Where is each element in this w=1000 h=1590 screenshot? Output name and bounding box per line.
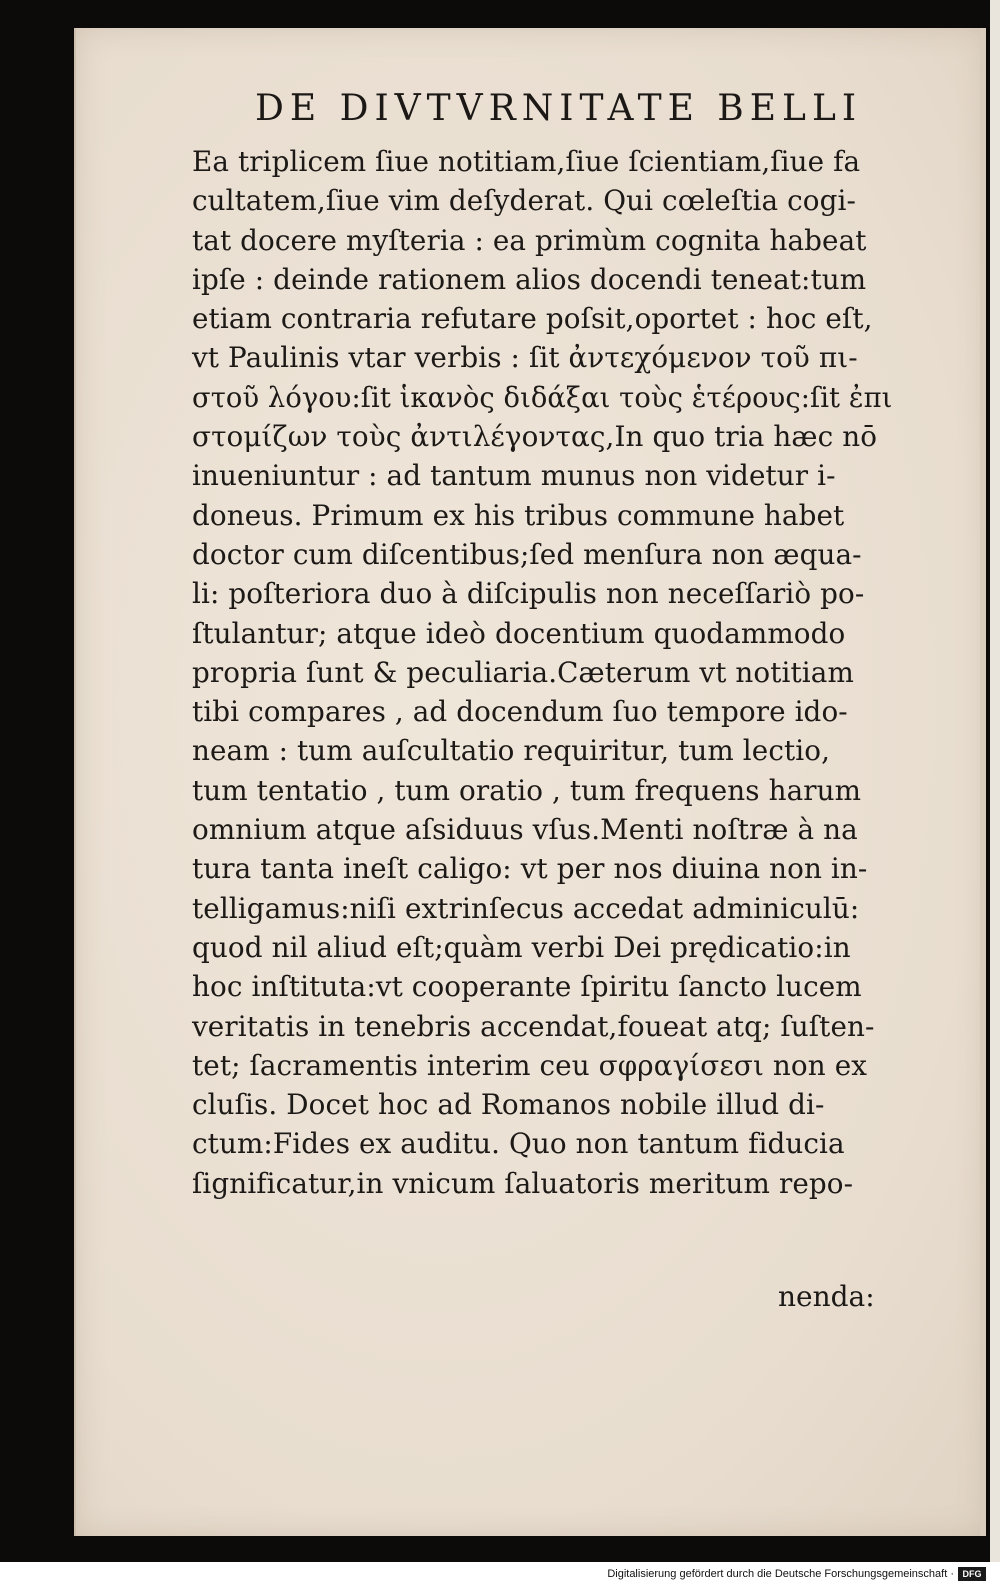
text-line: στοῦ λόγου:ſit ἱκανὸς διδάξαι τοὺς ἑτέρους:ſit ἐπι: [192, 380, 893, 414]
text-line: neam : tum auſcultatio requiritur, tum lectio,: [192, 734, 831, 768]
footer-bar: [0, 1562, 1000, 1590]
catchword: nenda:: [778, 1280, 875, 1313]
text-line: tum tentatio , tum oratio , tum frequens harum: [192, 773, 862, 807]
text-line: doneus. Primum ex his tribus commune habet: [192, 498, 845, 532]
text-line: telligamus:niſi extrinſecus accedat adminiculū:: [192, 891, 860, 925]
scan-right-edge: [990, 0, 1000, 1562]
text-line: cluſis. Docet hoc ad Romanos nobile illud di-: [192, 1088, 825, 1122]
page-fold: [980, 28, 986, 1536]
text-line: tura tanta ineſt caligo: vt per nos diuina non in-: [192, 852, 868, 886]
text-line: tibi compares , ad docendum ſuo tempore ido-: [192, 695, 848, 729]
text-line: στομίζων τοὺς ἀντιλέγοντας,In quo tria hæc nō: [192, 420, 878, 454]
footer-credit: Digitalisierung gefördert durch die Deutsche Forschungsgemeinschaft ·: [607, 1568, 954, 1580]
text-line: omnium atque aſsiduus vſus.Menti noſtræ à na: [192, 813, 858, 847]
text-line: hoc inſtituta:vt cooperante ſpiritu ſancto lucem: [192, 970, 862, 1004]
text-line: doctor cum diſcentibus;ſed menſura non æqua-: [192, 537, 862, 571]
text-line: veritatis in tenebris accendat,foueat atq; ſuſten-: [192, 1009, 875, 1043]
text-line: ipſe : deinde rationem alios docendi teneat:tum: [192, 262, 867, 296]
text-line: tet; ſacramentis interim ceu σφραγίσεσι non ex: [192, 1048, 868, 1082]
text-line: inueniuntur : ad tantum munus non videtur i-: [192, 459, 836, 493]
text-line: ſtulantur; atque ideò docentium quodammodo: [192, 616, 846, 650]
text-line: propria ſunt & peculiaria.Cæterum vt notitiam: [192, 655, 854, 689]
text-line: ctum:Fides ex auditu. Quo non tantum fiducia: [192, 1127, 845, 1161]
text-line: etiam contraria refutare poſsit,oportet : hoc eſt,: [192, 302, 873, 336]
running-head: DE DIVTVRNITATE BELLI: [255, 88, 863, 129]
text-line: ſignificatur,in vnicum ſaluatoris meritum repo-: [192, 1166, 854, 1200]
text-line: cultatem,ſiue vim deſyderat. Qui cœleſtia cogi-: [192, 184, 856, 218]
text-line: tat docere myſteria : ea primùm cognita habeat: [192, 223, 867, 257]
dfg-logo-icon: DFG: [958, 1567, 986, 1581]
text-block: [192, 142, 897, 1203]
text-line: Ea triplicem ſiue notitiam,ſiue ſcientiam,ſiue fa: [192, 145, 861, 178]
text-line: quod nil aliud eſt;quàm verbi Dei prędicatio:in: [192, 930, 851, 964]
text-line: li: poſteriora duo à diſcipulis non neceſſariò po-: [192, 577, 865, 611]
text-line: vt Paulinis vtar verbis : ſit ἀντεχόμενον τοῦ πι-: [192, 341, 858, 375]
